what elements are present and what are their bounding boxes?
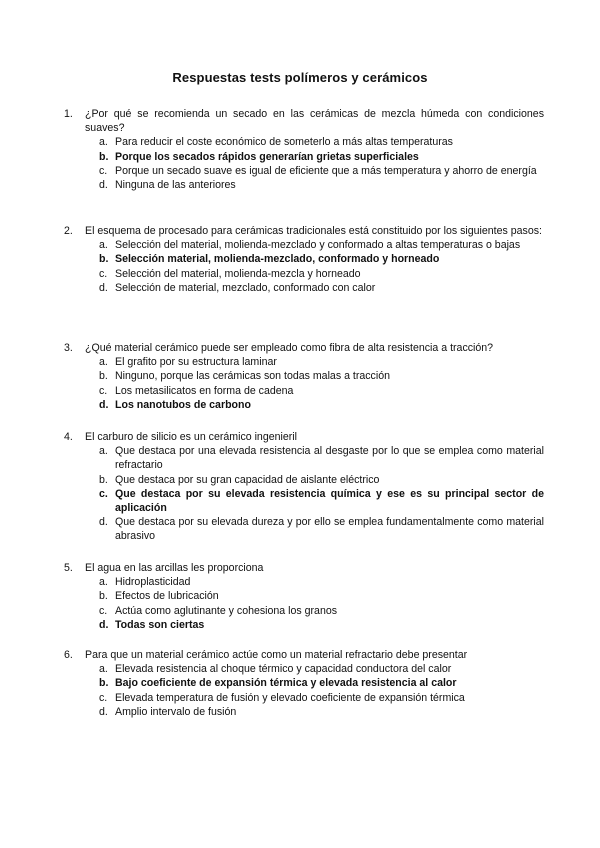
option-letter: b. (99, 150, 109, 163)
option-text: Selección del material, molienda-mezcla y horneado (115, 267, 361, 280)
option-text: Hidroplasticidad (115, 576, 191, 589)
option-text: Amplio intervalo de fusión (115, 705, 237, 718)
option-letter: a. (99, 445, 108, 458)
option-letter: c. (99, 487, 108, 500)
question-number: 3. (64, 342, 73, 354)
answer-option (99, 178, 544, 192)
option-text: Elevada resistencia al choque térmico y capacidad conductora del calor (115, 663, 452, 676)
option-letter: b. (99, 677, 109, 690)
answer-option (99, 164, 544, 178)
option-text: Que destaca por su elevada resistencia química y ese es su principal sector de aplicación (115, 487, 544, 515)
option-letter: a. (99, 576, 108, 589)
option-letter: c. (99, 267, 108, 280)
answer-option (99, 281, 544, 295)
option-letter: c. (99, 691, 108, 704)
option-text: Selección de material, mezclado, conformado con calor (115, 281, 376, 294)
option-text: Elevada temperatura de fusión y elevado coeficiente de expansión térmica (115, 691, 465, 704)
question-number: 6. (64, 649, 73, 661)
correct-answer-option (99, 618, 544, 632)
question-number: 1. (64, 108, 73, 120)
option-text: Los metasilicatos en forma de cadena (115, 384, 294, 397)
option-text: Ninguno, porque las cerámicas son todas malas a tracción (115, 370, 390, 383)
option-letter: c. (99, 164, 108, 177)
option-letter: d. (99, 618, 109, 631)
option-list (99, 444, 544, 543)
question-number: 5. (64, 562, 73, 574)
option-letter: d. (99, 516, 108, 529)
option-list (99, 135, 544, 192)
option-text: Los nanotubos de carbono (115, 398, 251, 411)
question-text: El carburo de silicio es un cerámico ingenieril (85, 431, 297, 443)
option-text: Ninguna de las anteriores (115, 179, 236, 192)
correct-answer-option (99, 252, 544, 266)
option-text: Actúa como aglutinante y cohesiona los granos (115, 604, 338, 617)
question-3 (64, 341, 544, 412)
question-5 (64, 561, 544, 632)
option-text: Porque un secado suave es igual de eficiente que a más temperatura y ahorro de energía (115, 164, 537, 177)
option-text: El grafito por su estructura laminar (115, 356, 277, 369)
option-letter: c. (99, 604, 108, 617)
answer-option (99, 473, 544, 487)
option-letter: d. (99, 281, 108, 294)
option-letter: b. (99, 473, 108, 486)
option-text: Selección del material, molienda-mezclado y conformado a altas temperaturas o bajas (115, 239, 521, 252)
correct-answer-option (99, 676, 544, 690)
question-text: Para que un material cerámico actúe como un material refractario debe presentar (85, 649, 468, 661)
option-text: Todas son ciertas (115, 618, 205, 631)
option-letter: c. (99, 384, 108, 397)
answer-option (99, 238, 544, 252)
question-text: ¿Qué material cerámico puede ser empleado como fibra de alta resistencia a tracción? (85, 342, 494, 354)
option-text: Que destaca por una elevada resistencia al desgaste por lo que se emplea como material refractario (115, 445, 544, 472)
question-6 (64, 648, 544, 719)
option-text: Porque los secados rápidos generarían grietas superficiales (115, 150, 419, 163)
answer-option (99, 267, 544, 281)
option-letter: a. (99, 356, 108, 369)
question-number: 2. (64, 225, 73, 237)
option-letter: a. (99, 239, 108, 252)
option-list (99, 575, 544, 632)
answer-option (99, 589, 544, 603)
option-letter: b. (99, 590, 108, 603)
correct-answer-option (99, 398, 544, 412)
question-text: El agua en las arcillas les proporciona (85, 562, 264, 574)
answer-option (99, 369, 544, 383)
answer-option (99, 384, 544, 398)
option-text: Selección material, molienda-mezclado, conformado y horneado (115, 253, 440, 266)
option-letter: a. (99, 136, 108, 149)
question-number: 4. (64, 431, 73, 443)
option-text: Efectos de lubricación (115, 590, 219, 603)
question-1 (64, 107, 544, 192)
answer-option (99, 444, 544, 472)
answer-option (99, 575, 544, 589)
option-text: Que destaca por su gran capacidad de aislante eléctrico (115, 473, 380, 486)
option-letter: d. (99, 179, 108, 192)
answer-option (99, 515, 544, 543)
option-text: Bajo coeficiente de expansión térmica y elevada resistencia al calor (115, 677, 457, 690)
answer-option (99, 662, 544, 676)
option-letter: d. (99, 705, 108, 718)
correct-answer-option (99, 487, 544, 515)
page-title: Respuestas tests polímeros y cerámicos (172, 70, 428, 85)
option-list (99, 238, 544, 295)
question-4 (64, 430, 544, 544)
option-list (99, 355, 544, 412)
option-text: Para reducir el coste económico de someterlo a más altas temperaturas (115, 136, 453, 149)
option-letter: a. (99, 663, 108, 676)
answer-option (99, 604, 544, 618)
option-letter: b. (99, 370, 108, 383)
correct-answer-option (99, 150, 544, 164)
answer-option (99, 135, 544, 149)
option-letter: d. (99, 398, 109, 411)
answer-option (99, 691, 544, 705)
answer-option (99, 355, 544, 369)
question-2 (64, 224, 544, 295)
option-text: Que destaca por su elevada dureza y por ello se emplea fundamentalmente como material abrasivo (115, 516, 544, 543)
answer-option (99, 705, 544, 719)
question-text: ¿Por qué se recomienda un secado en las cerámicas de mezcla húmeda con condiciones suaves? (85, 108, 544, 135)
question-text: El esquema de procesado para cerámicas tradicionales está constituido por los siguientes pasos: (85, 225, 542, 237)
option-letter: b. (99, 253, 109, 266)
option-list (99, 662, 544, 719)
